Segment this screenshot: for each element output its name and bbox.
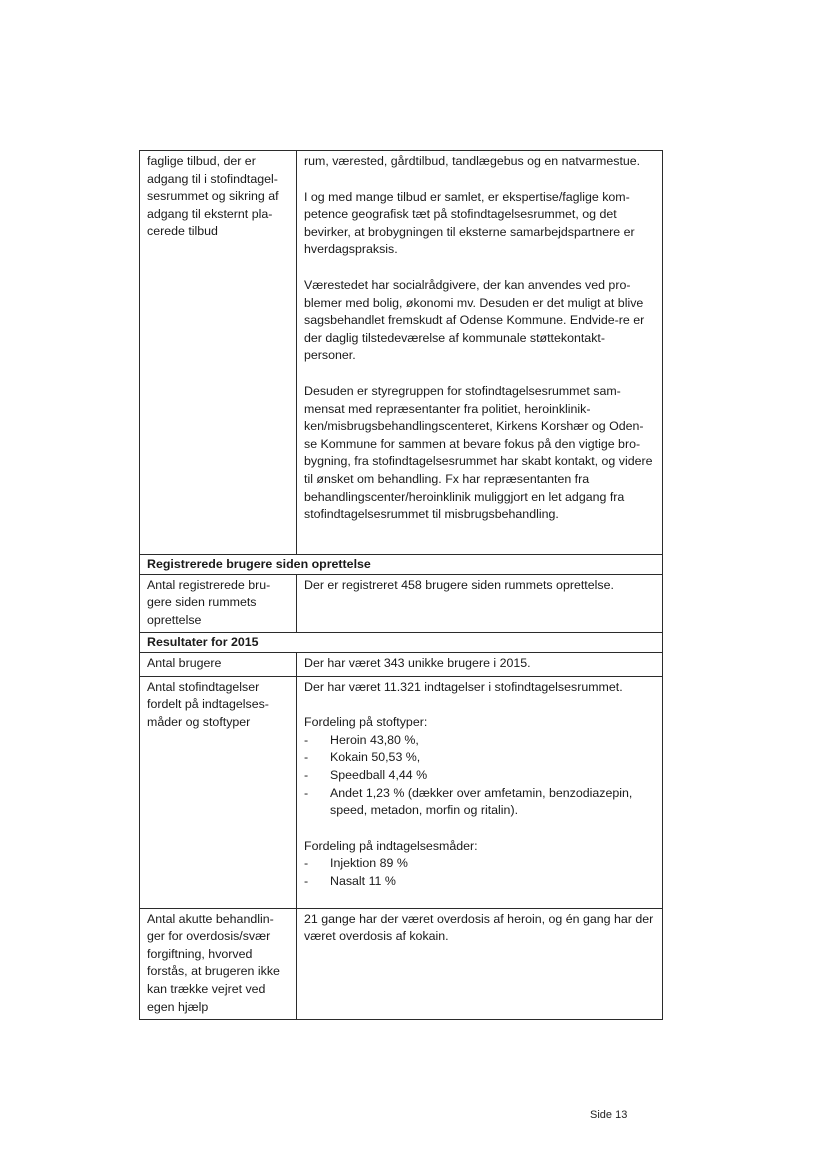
description-cell: [297, 151, 663, 555]
criteria-cell: Antal registrerede bru-gere siden rummets oprettelse: [140, 574, 297, 633]
section-heading-results-2015: Resultater for 2015: [140, 633, 663, 653]
list-item: - Speedball 4,44 %: [304, 767, 428, 782]
paragraph: Værestedet har socialrådgivere, der kan anvendes ved pro-blemer med bolig, økonomi mv. Desuden er det muligt at blive sagsbehandlet fremskudt af Odense Kommune. Endvide-re er der daglig tilstedeværelse af kommunale støttekontakt-personer.: [304, 277, 645, 363]
description-cell: Der har været 343 unikke brugere i 2015.: [297, 652, 663, 676]
list-item: - Nasalt 11 %: [304, 873, 396, 888]
table-row: [140, 151, 663, 555]
methods-list: [304, 855, 655, 890]
criteria-cell: Antal brugere: [140, 652, 297, 676]
criteria-cell: faglige tilbud, der er adgang til i stofindtagel-sesrummet og sikring af adgang til eksternt pla-cerede tilbud: [140, 151, 297, 555]
paragraph: rum, værested, gårdtilbud, tandlægebus og en natvarmestue.: [304, 154, 641, 168]
list-item: - Injektion 89 %: [304, 856, 408, 871]
criteria-cell: Antal akutte behandlin-ger for overdosis/svær forgiftning, hvorved forstås, at brugeren ikke kan trække vejret ved egen hjælp: [140, 908, 297, 1020]
paragraph: I og med mange tilbud er samlet, er ekspertise/faglige kom-petence geografisk tæt på stofindtagelsesrummet, og det bevirker, at brobygningen til eksterne samarbejdspartnere er hverdagspraksis.: [304, 189, 635, 257]
page-number: Side 13: [590, 1109, 628, 1121]
section-heading-row: [140, 633, 663, 653]
substances-list: [304, 732, 655, 820]
methods-title: Fordeling på indtagelsesmåder:: [304, 838, 478, 853]
table-row: [140, 676, 663, 908]
list-item: - Heroin 43,80 %,: [304, 732, 419, 747]
table-row: [140, 652, 663, 676]
section-heading-registered-users: Registrerede brugere siden oprettelse: [140, 555, 663, 575]
table-row: [140, 574, 663, 633]
table-row: [140, 908, 663, 1020]
substances-title: Fordeling på stoftyper:: [304, 715, 428, 730]
section-heading-row: [140, 555, 663, 575]
list-item: - Kokain 50,53 %,: [304, 750, 421, 765]
paragraph: Der har været 11.321 indtagelser i stofindtagelsesrummet.: [304, 679, 623, 694]
list-item: - Andet 1,23 % (dækker over amfetamin, benzodiazepin, speed, metadon, morfin og ritalin).: [304, 785, 633, 818]
description-cell: 21 gange har der været overdosis af heroin, og én gang har der været overdosis af kokain.: [297, 908, 663, 1020]
paragraph: Desuden er styregruppen for stofindtagelsesrummet sam-mensat med repræsentanter fra politiet, heroinklinik-ken/misbrugsbehandlingscenteret, Kirkens Korshær og Oden-se Kommune for sammen at bevare fokus på den vigtige bro-bygning, fra stofindtagelsesrummet har skabt kontakt, og videre til ønsket om behandling. Fx har repræsentanten fra behandlingscenter/heroinklinik muliggjort en let adgang fra stofindtagelsesrummet til misbrugsbehandling.: [304, 383, 653, 522]
document-table: [139, 150, 663, 1020]
description-cell: [297, 676, 663, 908]
description-cell: Der er registreret 458 brugere siden rummets oprettelse.: [297, 574, 663, 633]
criteria-cell: Antal stofindtagelser fordelt på indtagelses-måder og stoftyper: [140, 676, 297, 908]
